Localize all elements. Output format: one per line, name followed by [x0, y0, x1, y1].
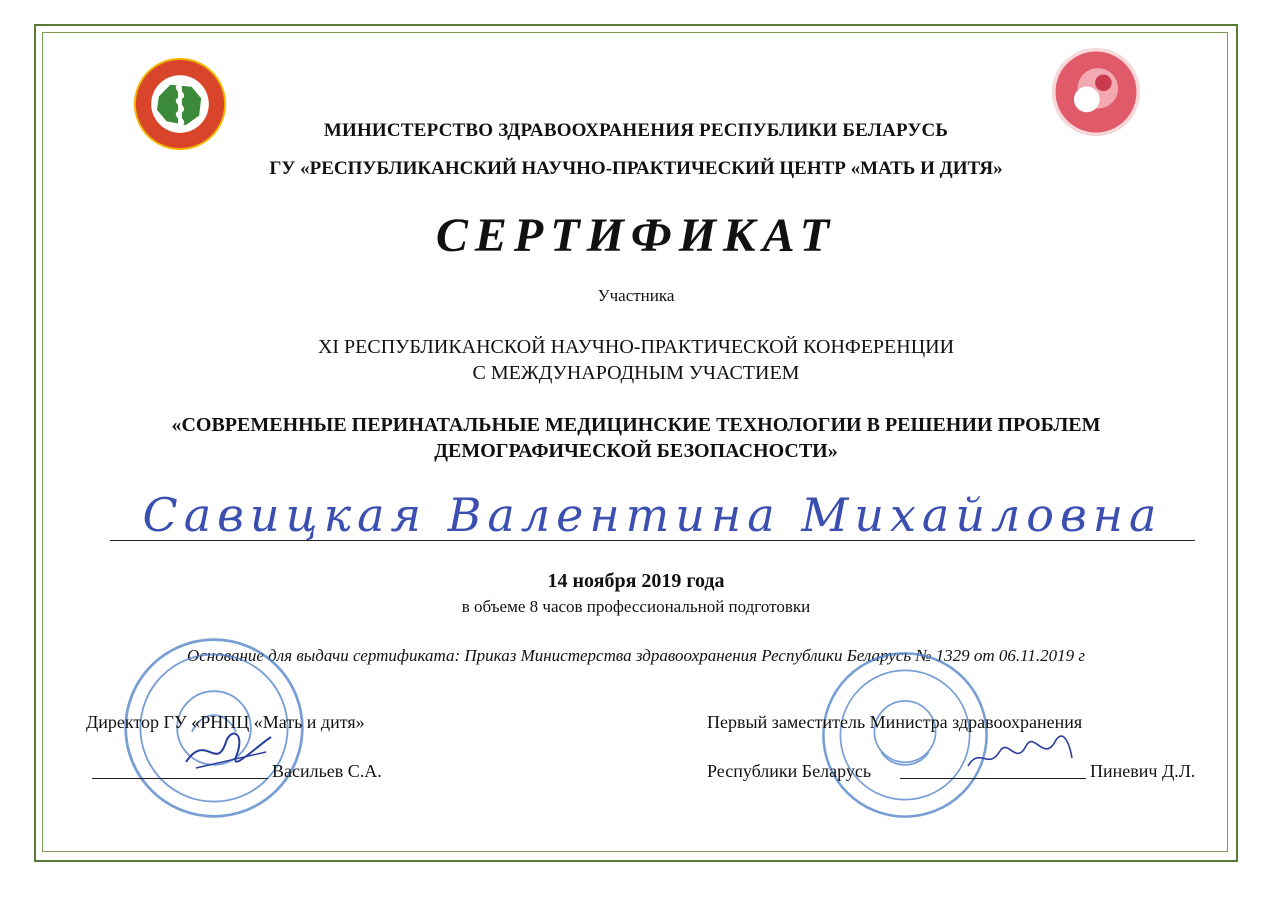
deputy-name: Пиневич Д.Л. [1090, 761, 1196, 781]
ministry-heading: МИНИСТЕРСТВО ЗДРАВООХРАНЕНИЯ РЕСПУБЛИКИ БЕЛАРУСЬ [323, 120, 949, 141]
recipient-name-underline [110, 540, 1195, 541]
certificate-title: СЕРТИФИКАТ [435, 209, 837, 262]
training-volume: в объеме 8 часов профессиональной подготовки [461, 597, 811, 616]
event-date: 14 ноября 2019 года [547, 570, 725, 592]
conference-line-1: XI РЕСПУБЛИКАНСКОЙ НАУЧНО-ПРАКТИЧЕСКОЙ КОНФЕРЕНЦИИ [317, 336, 955, 358]
deputy-title-line-1: Первый заместитель Министра здравоохранения [707, 712, 1083, 732]
issuance-basis: Основание для выдачи сертификата: Приказ Министерства здравоохранения Республики Беларусь № 1329 от 06.11.2019 г [186, 646, 1086, 665]
conference-line-2: С МЕЖДУНАРОДНЫМ УЧАСТИЕМ [472, 362, 800, 384]
deputy-signature-line [900, 778, 1086, 779]
theme-line-1: «СОВРЕМЕННЫЕ ПЕРИНАТАЛЬНЫЕ МЕДИЦИНСКИЕ ТЕХНОЛОГИИ В РЕШЕНИИ ПРОБЛЕМ [171, 414, 1101, 436]
deputy-title-line-2: Республики Беларусь [707, 761, 872, 781]
director-name: Васильев С.А. [272, 761, 382, 781]
director-signature-line [92, 778, 268, 779]
director-title: Директор ГУ «РНПЦ «Мать и дитя» [86, 712, 365, 732]
recipient-name: Савицкая Валентина Михайловна [142, 488, 1163, 542]
theme-line-2: ДЕМОГРАФИЧЕСКОЙ БЕЗОПАСНОСТИ» [434, 440, 838, 462]
participant-label: Участника [597, 286, 675, 305]
center-heading: ГУ «РЕСПУБЛИКАНСКИЙ НАУЧНО-ПРАКТИЧЕСКИЙ ЦЕНТР «МАТЬ И ДИТЯ» [269, 158, 1003, 179]
